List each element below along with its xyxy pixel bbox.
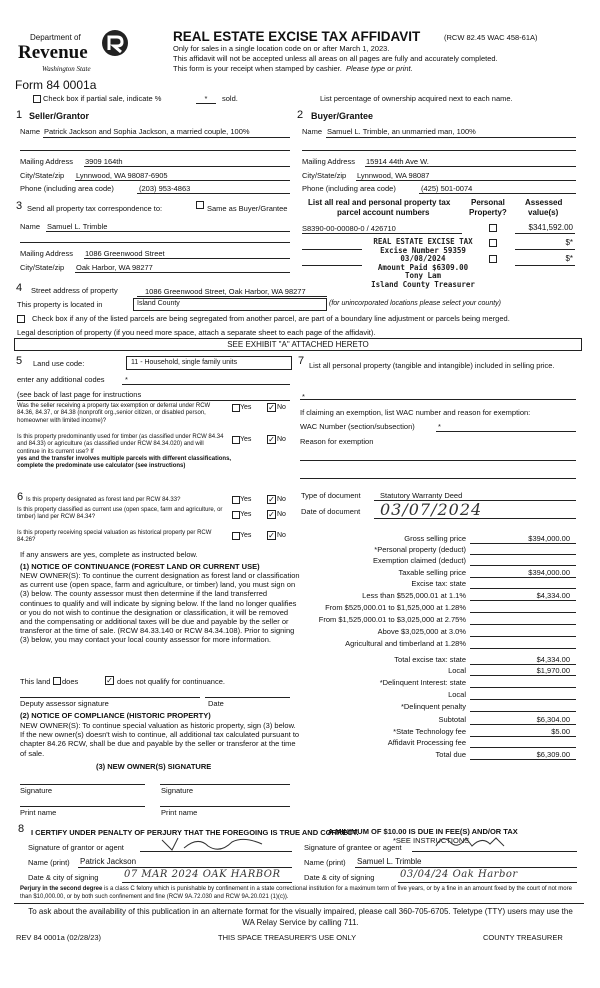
tax-row-line xyxy=(470,724,576,725)
reason-line-2 xyxy=(300,478,576,479)
parcel-2-assessed-line xyxy=(515,249,575,250)
tax-row-label: Subtotal xyxy=(438,715,466,724)
owner-print-label-1: Print name xyxy=(20,808,57,817)
minimum-fee-note: A MINIMUM OF $10.00 IS DUE IN FEE(S) AND/OR TAX xyxy=(328,827,518,836)
exemption-question: Was the seller receiving a property tax exemption or deferral under RCW 84.36, 84.37, or 84.38 (nonprofit org.,senior citizen, or disabled person, homeowner with limited income)? xyxy=(17,403,211,424)
tax-row-line xyxy=(470,699,576,700)
parcel-1-personal-checkbox[interactable] xyxy=(489,224,497,232)
doc-date-handwritten[interactable]: 03/07/2024 xyxy=(380,500,483,519)
landuse-section-number: 5 xyxy=(16,355,23,367)
corr-name-label: Name xyxy=(20,222,41,231)
additional-codes-value[interactable]: * xyxy=(125,375,128,384)
tax-row-label: From $525,000.01 to $1,525,000 at 1.28% xyxy=(325,603,466,612)
see-instructions-note: *SEE INSTRUCTIONS xyxy=(393,836,470,845)
buyer-name-value[interactable]: Samuel L. Trimble, an unmarried man, 100% xyxy=(327,127,476,136)
notice-continuance-text: NEW OWNER(S): To continue the current designation as forest land or classification as current use (open space, farm and agriculture, or timber) land, you must sign on (3) below. The county assessor must then determine if the land transferred continues to qualify and will indicate by signing below. If the land no longer qualifies or you do not wish to continue the designation or classification, it will be removed and the compensating or additional taxes will be due and payable by the seller or transferor at the time of sale. (RCW 84.33.140 or RCW 84.34.108). Prior to signing (3) below, you may contact your local county assessor for more information. xyxy=(20,571,300,645)
tax-row-value[interactable]: $394,000.00 xyxy=(528,534,570,543)
corr-name-line-2 xyxy=(20,242,290,243)
seller-phone-label: Phone (including area code) xyxy=(20,184,114,193)
stamp-line-4: Amount Paid $6309.00 xyxy=(377,262,469,272)
personal-header-1: Personal xyxy=(471,198,505,207)
grantee-signature-label: Signature of grantee or agent xyxy=(304,843,402,852)
current-use-yes-label: Yes xyxy=(240,511,252,518)
stamp-line-5: Tony Lam xyxy=(404,271,442,281)
tax-row-line xyxy=(470,554,576,555)
parcel-2-personal-checkbox[interactable] xyxy=(489,239,497,247)
forest-no-label: No xyxy=(277,496,286,503)
forest-question: Is this property designated as forest land per RCW 84.33? xyxy=(26,497,181,503)
corr-mail-line xyxy=(84,258,290,259)
corr-mail-value[interactable]: 1086 Greenwood Street xyxy=(85,249,165,258)
assessed-header-2: value(s) xyxy=(528,208,559,217)
land-does-not-checkbox-checked[interactable]: ✓ xyxy=(106,676,113,685)
street-value[interactable]: 1086 Greenwood Street, Oak Harbor, WA 98277 xyxy=(145,287,306,296)
seller-phone-value[interactable]: (203) 953-4863 xyxy=(139,184,191,193)
buyer-name-line-2 xyxy=(302,150,576,151)
reason-label: Reason for exemption xyxy=(300,437,374,446)
see-back-line xyxy=(17,400,290,401)
revision-label: REV 84 0001a (02/28/23) xyxy=(16,933,102,942)
tax-row-label: Local xyxy=(448,690,466,699)
tax-row-label: Local xyxy=(448,666,466,675)
buyer-city-value[interactable]: Lynnwood, WA 98087 xyxy=(357,171,430,180)
tax-row-line xyxy=(470,736,576,737)
historic-question: Is this property receiving special valuation as historical property per RCW 84.26? xyxy=(17,530,212,544)
grantor-name-value[interactable]: Patrick Jackson xyxy=(80,857,137,866)
q2-no-label: No xyxy=(277,436,286,443)
county-treasurer-label: COUNTY TREASURER xyxy=(483,933,563,942)
see-back-note: (see back of last page for instructions xyxy=(17,390,142,399)
doc-type-value[interactable]: Statutory Warranty Deed xyxy=(380,491,463,500)
buyer-mail-value[interactable]: 15914 44th Ave W. xyxy=(366,157,429,166)
parcel-3-personal-checkbox[interactable] xyxy=(489,255,497,263)
revenue-logo-text: Revenue xyxy=(18,42,88,63)
tax-row-label: From $1,525,000.01 to $3,025,000 at 2.75% xyxy=(318,615,466,624)
partial-sale-percent[interactable]: * xyxy=(196,94,216,104)
land-does-label: does xyxy=(62,677,79,686)
notice-compliance-text: NEW OWNER(S): To continue special valuation as historic property, sign (3) below. If the new owner(s) doesn't wish to continue, all additional tax calculated pursuant to chapter 84.26 RCW, shall be due and payable by the seller or transferor at the time of sale. xyxy=(20,721,300,758)
tax-row-value[interactable]: $4,334.00 xyxy=(536,655,570,664)
same-as-buyer-label: Same as Buyer/Grantee xyxy=(207,204,288,213)
assessed-header-1: Assessed xyxy=(525,198,563,207)
sec8-number: 8 xyxy=(18,823,25,835)
stamp-line-3: 03/08/2024 xyxy=(400,254,446,264)
tax-row-label: Excise tax: state xyxy=(411,579,466,588)
legal-description-field[interactable] xyxy=(14,338,582,351)
partial-sale-checkbox[interactable] xyxy=(33,95,41,103)
county-value: Island County xyxy=(137,300,180,307)
buyer-mail-line xyxy=(365,166,576,167)
owner-sig-line-2 xyxy=(160,784,290,785)
grantor-signature-label: Signature of grantor or agent xyxy=(28,843,124,852)
grantor-name-line xyxy=(78,867,292,868)
tax-row-line xyxy=(470,577,576,578)
land-does-not-label: does not qualify for continuance. xyxy=(117,677,225,686)
historic-yes-label: Yes xyxy=(240,532,252,539)
subtitle-3: This form is your receipt when stamped by cashier. Please type or print. xyxy=(173,64,413,73)
grantee-date-handwritten[interactable]: 03/04/24 Oak Harbor xyxy=(400,869,518,880)
deputy-signature-label: Deputy assessor signature xyxy=(20,699,109,708)
tax-row-label: *Delinquent penalty xyxy=(400,702,466,711)
located-label: This property is located in xyxy=(17,300,103,309)
accessibility-note: To ask about the availability of this publication in an alternate format for the visually impaired, please call 360-705-6705. Teletype (TTY) users may use the WA Relay Service by calling 711. xyxy=(28,907,573,927)
personal-property-value[interactable]: * xyxy=(302,392,305,401)
landuse-code-value: 11 - Household, single family units xyxy=(131,359,238,366)
personal-property-label: List all personal property (tangible and intangible) included in selling price. xyxy=(309,361,555,370)
deputy-date-line xyxy=(205,697,290,698)
corr-label: Send all property tax correspondence to: xyxy=(27,204,163,213)
buyer-phone-line xyxy=(419,193,576,194)
tax-row-value[interactable]: $5.00 xyxy=(551,727,570,736)
exemption-label: If claiming an exemption, list WAC number and reason for exemption: xyxy=(300,408,531,417)
tax-row-label: Agricultural and timberland at 1.28% xyxy=(345,639,466,648)
tax-row-line xyxy=(470,759,576,760)
buyer-city-line xyxy=(356,180,576,181)
additional-codes-line xyxy=(122,384,290,385)
doc-date-line xyxy=(374,518,576,519)
owner-print-label-2: Print name xyxy=(161,808,198,817)
corr-city-label: City/State/zip xyxy=(20,263,65,272)
seller-mail-value[interactable]: 3909 164th xyxy=(85,157,123,166)
grantee-date-line xyxy=(398,882,577,883)
land-does-checkbox[interactable] xyxy=(53,677,61,685)
buyer-section-number: 2 xyxy=(297,109,304,121)
wac-value[interactable]: * xyxy=(438,422,441,431)
sec7-number: 7 xyxy=(298,355,305,367)
tax-row-label: Less than $525,000.01 at 1.1% xyxy=(362,591,466,600)
deputy-sig-line xyxy=(20,697,200,698)
doc-date-label: Date of document xyxy=(301,507,361,516)
perjury-warning xyxy=(20,886,582,901)
q2-no-checkbox-checked[interactable]: ✓ xyxy=(268,435,275,444)
corr-section-number: 3 xyxy=(16,200,23,212)
parcel-1-assessed-line xyxy=(515,233,575,234)
parcel-1-line xyxy=(302,233,462,234)
historic-yes-checkbox[interactable] xyxy=(232,532,240,540)
grantor-name-label: Name (print) xyxy=(28,858,70,867)
washington-state: Washington State xyxy=(42,65,91,73)
owner-print-line-2 xyxy=(160,806,290,807)
form-number: Form 84 0001a xyxy=(15,78,97,92)
segregation-checkbox[interactable] xyxy=(17,315,25,323)
tax-row-label: Gross selling price xyxy=(404,534,466,543)
notice-compliance-title: (2) NOTICE OF COMPLIANCE (HISTORIC PROPERTY) xyxy=(20,711,211,720)
tax-row-value[interactable]: $1,970.00 xyxy=(536,666,570,675)
partial-sale-sold: sold. xyxy=(222,94,238,103)
subtitle-2: This affidavit will not be accepted unless all areas on all pages are fully and accurately completed. xyxy=(173,54,498,63)
county-select[interactable] xyxy=(133,298,327,311)
grantee-name-label: Name (print) xyxy=(304,858,346,867)
seller-name-line-2 xyxy=(20,150,290,151)
tax-row-line xyxy=(470,711,576,712)
parcel-2-line xyxy=(302,249,362,250)
q1-yes-checkbox[interactable] xyxy=(232,404,240,412)
same-as-buyer-checkbox[interactable] xyxy=(196,201,204,209)
parcel-1-assessed[interactable]: $341,592.00 xyxy=(528,223,573,232)
grantee-name-line xyxy=(355,867,577,868)
stamp-line-2: Excise Number 59359 xyxy=(380,245,466,255)
current-use-no-label: No xyxy=(277,511,286,518)
buyer-section-title: Buyer/Grantee xyxy=(311,111,374,121)
grantee-name-value[interactable]: Samuel L. Trimble xyxy=(357,857,422,866)
personal-header-2: Property? xyxy=(469,208,507,217)
seller-name-value[interactable]: Patrick Jackson and Sophia Jackson, a married couple, 100% xyxy=(44,127,250,136)
tax-row-label: *Delinquent Interest: state xyxy=(379,678,466,687)
seller-city-line xyxy=(75,180,290,181)
buyer-phone-value[interactable]: (425) 501-0074 xyxy=(421,184,473,193)
stamp-line-6: Island County Treasurer xyxy=(371,279,475,289)
tax-row-value[interactable]: $6,304.00 xyxy=(536,715,570,724)
forest-yes-checkbox[interactable] xyxy=(232,496,240,504)
this-land-label: This land xyxy=(20,677,51,686)
tax-row-line xyxy=(470,600,576,601)
subtitle-1: Only for sales in a single location code on or after March 1, 2023. xyxy=(173,44,390,53)
corr-name-line xyxy=(46,231,290,232)
parcels-header-1: List all real and personal property tax xyxy=(308,198,451,207)
personal-property-line xyxy=(300,399,576,400)
street-line xyxy=(137,296,327,297)
perjury-divider xyxy=(14,903,584,904)
tax-row-label: Taxable selling price xyxy=(398,568,466,577)
parcel-1-value[interactable]: S8390-00-00080-0 / 426710 xyxy=(302,224,396,233)
forest-no-checkbox-checked[interactable]: ✓ xyxy=(268,495,275,504)
additional-codes-label: enter any additional codes xyxy=(17,375,105,384)
tax-row-line xyxy=(470,636,576,637)
seller-phone-line xyxy=(137,193,290,194)
current-use-yes-checkbox[interactable] xyxy=(232,511,240,519)
seller-section-title: Seller/Grantor xyxy=(29,111,90,121)
tax-row-line xyxy=(470,664,576,665)
wac-line xyxy=(436,431,576,432)
buyer-phone-label: Phone (including area code) xyxy=(302,184,396,193)
wac-label: WAC Number (section/subsection) xyxy=(300,422,415,431)
current-use-no-checkbox-checked[interactable]: ✓ xyxy=(268,510,275,519)
forest-yes-label: Yes xyxy=(240,496,252,503)
q2-yes-checkbox[interactable] xyxy=(232,436,240,444)
dept-of: Department of xyxy=(30,33,81,42)
seller-section-number: 1 xyxy=(16,109,23,121)
grantee-signature-scribble xyxy=(432,832,512,852)
partial-sale-label: Check box if partial sale, indicate % xyxy=(43,94,162,103)
treasurer-stamp xyxy=(364,238,482,290)
form-title-rcw: (RCW 82.45 WAC 458-61A) xyxy=(444,33,538,42)
corr-mail-label: Mailing Address xyxy=(20,249,73,258)
seller-mail-line xyxy=(84,166,290,167)
grantor-date-label: Date & city of signing xyxy=(28,873,99,882)
notice-continuance-title: (1) NOTICE OF CONTINUANCE (FOREST LAND OR CURRENT USE) xyxy=(20,562,260,571)
legal-description-label: Legal description of property (if you need more space, attach a separate sheet to each page of the affidavit). xyxy=(17,328,376,337)
corr-city-value[interactable]: Oak Harbor, WA 98277 xyxy=(76,263,153,272)
current-use-question: Is this property classified as current use (open space, farm and agriculture, or timber) land per RCW 84.34? xyxy=(17,507,223,521)
q2-yes-label: Yes xyxy=(240,436,252,443)
stamp-line-1: REAL ESTATE EXCISE TAX xyxy=(373,237,473,246)
buyer-mail-label: Mailing Address xyxy=(302,157,355,166)
tax-row-value[interactable]: $4,334.00 xyxy=(536,591,570,600)
corr-name-value[interactable]: Samuel L. Trimble xyxy=(47,222,108,231)
corr-city-line xyxy=(75,272,290,273)
tax-row-label: Total excise tax: state xyxy=(394,655,466,664)
list-percentage-note: List percentage of ownership acquired next to each name. xyxy=(320,94,513,103)
street-section-number: 4 xyxy=(16,282,23,294)
tax-row-label: Affidavit Processing fee xyxy=(387,738,466,747)
timber-question: Is this property predominantly used for timber (as classified under RCW 84.34 and 84.33) or agriculture (as classified under RCW 84.34.020) and will continue in its current use? If xyxy=(17,434,224,455)
tax-row-line xyxy=(470,588,576,589)
tax-row-value[interactable]: $6,309.00 xyxy=(536,750,570,759)
county-note: (for unincorporated locations please select your county) xyxy=(329,300,501,307)
grantor-signature-scribble xyxy=(158,834,268,854)
tax-row-label: *Personal property (deduct) xyxy=(374,545,466,554)
grantor-date-handwritten[interactable]: 07 MAR 2024 OAK HARBOR xyxy=(124,869,281,880)
tax-row-label: Total due xyxy=(435,750,466,759)
buyer-name-line xyxy=(326,137,576,138)
treasurer-space-label: THIS SPACE TREASURER'S USE ONLY xyxy=(218,933,357,942)
historic-no-label: No xyxy=(277,532,286,539)
tax-row-label: Above $3,025,000 at 3.0% xyxy=(377,627,466,636)
owner-signature-label-2: Signature xyxy=(161,786,194,795)
new-owner-sig-title: (3) NEW OWNER(S) SIGNATURE xyxy=(96,762,212,771)
landuse-code-select[interactable] xyxy=(126,356,292,370)
owner-sig-line-1 xyxy=(20,784,145,785)
parcel-3-line xyxy=(302,265,362,266)
tax-row-line xyxy=(470,624,576,625)
tax-row-line xyxy=(470,747,576,748)
owner-signature-label-1: Signature xyxy=(20,786,53,795)
q1-no-checkbox-checked[interactable]: ✓ xyxy=(268,403,275,412)
timber-question-note: yes and the transfer involves multiple parcels with different classifications, complete the predominate use calculator (see instructions) xyxy=(17,456,232,470)
tax-row-line xyxy=(470,565,576,566)
seller-city-label: City/State/zip xyxy=(20,171,65,180)
perjury-warning-text: is a class C felony which is punishable by confinement in a state correctional institution for a maximum term of five years, or by a fine in an amount fixed by the court of not more than $10,000.00, or by both such confinement and fine (RCW 9A.72.030 and RCW 9A.20.021 (1)(c)). xyxy=(20,886,572,900)
seller-mail-label: Mailing Address xyxy=(20,157,73,166)
exhibit-text: SEE EXHIBIT "A" ATTACHED HERETO xyxy=(227,340,369,349)
deputy-date-label: Date xyxy=(208,699,224,708)
reason-line-1 xyxy=(300,460,576,461)
tax-row-line xyxy=(470,543,576,544)
owner-print-line-1 xyxy=(20,806,145,807)
buyer-name-label: Name xyxy=(302,127,323,136)
parcel-3-assessed[interactable]: $* xyxy=(565,254,573,263)
tax-row-line xyxy=(470,675,576,676)
seller-name-line xyxy=(43,137,290,138)
q1-yes-label: Yes xyxy=(240,404,252,411)
tax-row-label: *State Technology fee xyxy=(393,727,466,736)
grantor-date-line xyxy=(122,882,292,883)
parcel-2-assessed[interactable]: $* xyxy=(565,238,573,247)
street-label: Street address of property xyxy=(31,286,118,295)
revenue-logo-icon xyxy=(100,28,130,58)
historic-no-checkbox-checked[interactable]: ✓ xyxy=(268,531,275,540)
perjury-warning-bold: Perjury in the second degree xyxy=(20,886,103,892)
parcels-header-2: parcel account numbers xyxy=(337,208,430,217)
grantee-date-label: Date & city of signing xyxy=(304,873,375,882)
seller-name-label: Name xyxy=(20,127,41,136)
q1-no-label: No xyxy=(277,404,286,411)
landuse-label: Land use code: xyxy=(33,359,85,368)
seller-city-value[interactable]: Lynnwood, WA 98087-6905 xyxy=(76,171,168,180)
tax-row-line xyxy=(470,648,576,649)
buyer-city-label: City/State/zip xyxy=(302,171,347,180)
doc-type-label: Type of document xyxy=(301,491,361,500)
parcel-3-assessed-line xyxy=(515,265,575,266)
tax-row-line xyxy=(470,687,576,688)
certify-statement: I CERTIFY UNDER PENALTY OF PERJURY THAT THE FOREGOING IS TRUE AND CORRECT. xyxy=(31,828,359,837)
segregation-label: Check box if any of the listed parcels are being segregated from another parcel, are part of a boundary line adjustment or parcels being merged. xyxy=(32,314,510,323)
form-title: REAL ESTATE EXCISE TAX AFFIDAVIT xyxy=(173,29,421,44)
sec6-number: 6 xyxy=(17,491,24,503)
tax-row-line xyxy=(470,612,576,613)
any-answers-note: If any answers are yes, complete as instructed below. xyxy=(20,550,198,559)
tax-row-label: Exemption claimed (deduct) xyxy=(373,556,466,565)
tax-row-value[interactable]: $394,000.00 xyxy=(528,568,570,577)
